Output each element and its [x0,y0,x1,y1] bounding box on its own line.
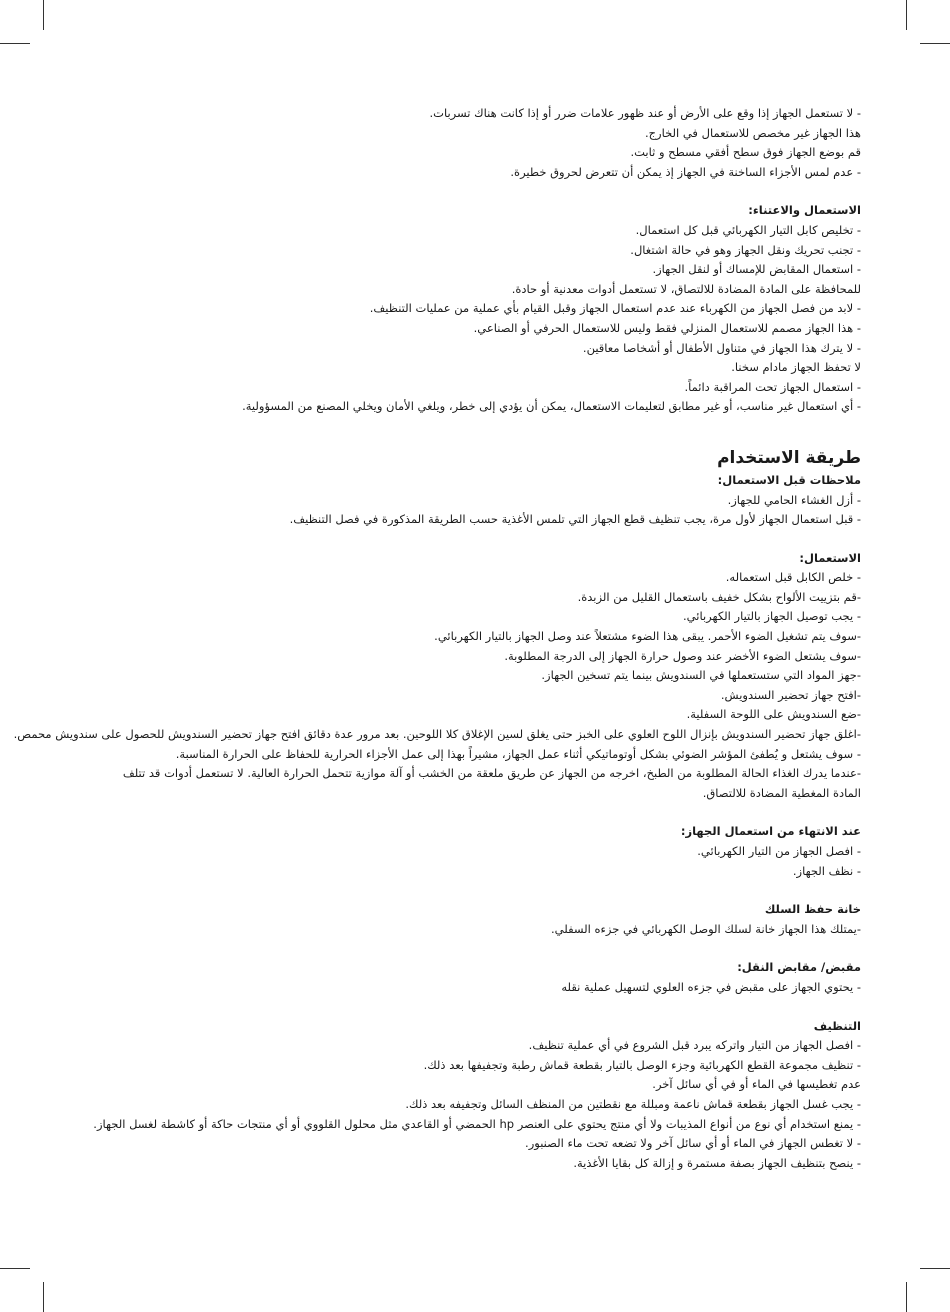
text-line: - يحتوي الجهاز على مقبض في جزءه العلوي لتسهيل عملية نقله [561,979,861,994]
text-line: - استعمال الجهاز تحت المراقبة دائماً. [684,379,861,394]
text-line: - قبل استعمال الجهاز لأول مرة، يجب تنظيف قطع الجهاز التي تلمس الأغذية حسب الطريقة المذكورة في فصل التنظيف. [289,512,861,527]
section-heading: مقبض/ مقابض النقل: [737,960,861,975]
text-line: -يمتلك هذا الجهاز خانة لسلك الوصل الكهربائي في جزءه السفلي. [551,921,861,936]
section-heading: عند الانتهاء من استعمال الجهاز: [680,824,861,839]
text-line: - يجب توصيل الجهاز بالتيار الكهربائي. [683,609,861,624]
text-line: - استعمال المقابض للإمساك أو لنقل الجهاز. [652,262,861,277]
text-paragraph: -عندما يدرك الغذاء الحالة المطلوبة من الطبخ، اخرجه من الجهاز عن طريق ملعقة من الخشب أو آلة موازية تتحمل الحرارة العالية. لا تستعمل أدوات قد تتلف المادة المغطية المضادة للالتصاق. [122,766,861,800]
page-title: طريقة الاستخدام [717,447,861,468]
text-line: - تجنب تحريك ونقل الجهاز وهو في حالة اشتغال. [630,242,861,257]
text-line: للمحافظة على المادة المضادة للالتصاق، لا تستعمل أدوات معدنية أو حادة. [511,281,861,296]
text-line: - عدم لمس الأجزاء الساخنة في الجهاز إذ يمكن أن تتعرض لحروق خطيرة. [510,164,861,179]
text-line: - لابد من فصل الجهاز من الكهرباء عند عدم استعمال الجهاز وقبل القيام بأي عملية من عمليات التنظيف. [369,301,861,316]
crop-mark [0,1268,30,1269]
document-page [13,104,861,1173]
text-line: - سوف يشتعل و يُطفئ المؤشر الضوئي بشكل أوتوماتيكي أثناء عمل الجهاز، مشيراً بهذا إلى عمل الأجزاء الحرارية للحفاظ على الحرارة المناسبة. [175,746,861,761]
text-line: - تخليص كابل التيار الكهربائي قبل كل استعمال. [635,222,861,237]
text-line: - يجب غسل الجهاز بقطعة قماش ناعمة ومبللة مع نقطتين من المنظف السائل وتجفيفه بعد ذلك. [405,1096,861,1111]
text-line: -اغلق جهاز تحضير السندويش بإنزال اللوح العلوي على الخبز حتى يغلق لسين الإغلاق كلا اللوحين. بعد مرور عدة دقائق افتح جهاز تحضير السندويش للحصول على سندويش محمص. [13,727,861,742]
text-line: - ينصح بتنظيف الجهاز بصفة مستمرة و إزالة كل بقايا الأغذية. [573,1155,861,1170]
text-line: - نظف الجهاز. [792,863,861,878]
crop-mark [0,43,30,44]
crop-mark [920,43,950,44]
text-line: -قم بتزييت الألواح بشكل خفيف باستعمال القليل من الزبدة. [577,589,861,604]
text-line: - أزل الغشاء الحامي للجهاز. [727,492,861,507]
crop-mark [43,1282,44,1312]
usage-section [13,445,861,998]
crop-mark [920,1268,950,1269]
crop-mark [906,1282,907,1312]
use-care-section [110,201,861,417]
text-line: -سوف يتم تشغيل الضوء الأحمر. يبقى هذا الضوء مشتعلاً عند وصل الجهاز بالتيار الكهربائي. [434,629,861,644]
section-heading: ملاحظات قبل الاستعمال: [717,472,861,487]
crop-mark [43,0,44,30]
section-heading: الاستعمال: [799,550,861,565]
text-line: - افصل الجهاز من التيار واتركه يبرد قبل الشروع في أي عملية تنظيف. [528,1038,861,1053]
text-line: قم بوضع الجهاز فوق سطح أفقي مسطح و ثابت. [630,145,861,160]
text-line: - لا يترك هذا الجهاز في متناول الأطفال أو أشخاصا معاقين. [582,340,861,355]
text-line: -افتح جهاز تحضير السندويش. [720,687,861,702]
text-line: - هذا الجهاز مصمم للاستعمال المنزلي فقط وليس للاستعمال الحرفي أو الصناعي. [473,320,861,335]
section-heading: الاستعمال والاعتناء: [748,203,861,218]
section-heading: التنظيف [813,1018,861,1033]
crop-mark [906,0,907,30]
text-line: عدم تغطيسها في الماء أو في أي سائل آخر. [652,1077,861,1092]
text-line: -ضع السندويش على اللوحة السفلية. [686,707,861,722]
text-line: -سوف يشتعل الضوء الأخضر عند وصول حرارة الجهاز إلى الدرجة المطلوبة. [504,648,861,663]
text-line: هذا الجهاز غير مخصص للاستعمال في الخارج. [644,125,861,140]
section-heading: خانة حفظ السلك [764,902,861,917]
text-line: -جهز المواد التي ستستعملها في السندويش بينما يتم تسخين الجهاز. [541,668,861,683]
text-line: - لا تستعمل الجهاز إذا وقع على الأرض أو عند ظهور علامات ضرر أو إذا كانت هناك تسربات. [429,106,861,120]
text-line: لا تحفظ الجهاز مادام سخنا. [731,360,861,375]
text-line: - يمنع استخدام أي نوع من أنواع المذيبات ولا أي منتج يحتوي على العنصر hp الحمضي أو القاعدي مثل محلول القلووي أو أي منتجات حاكة أو كاشطة لغسل الجهاز. [93,1116,861,1131]
text-line: - تنظيف مجموعة القطع الكهربائية وجزء الوصل بالتيار بقطعة قماش رطبة وتجفيفها بعد ذلك. [423,1057,861,1072]
safety-section [110,104,861,182]
text-line: - خلص الكابل قبل استعماله. [725,570,861,585]
text-line: - افصل الجهاز من التيار الكهربائي. [697,844,861,858]
cleaning-section [93,1017,861,1174]
text-line: - لا تغطس الجهاز في الماء أو أي سائل آخر ولا تضعه تحت ماء الصنبور. [525,1136,861,1151]
text-line: - أي استعمال غير مناسب، أو غير مطابق لتعليمات الاستعمال، يمكن أن يؤدي إلى خطر، ويلغي الأمان ويخلي المصنع من المسؤولية. [242,399,861,414]
